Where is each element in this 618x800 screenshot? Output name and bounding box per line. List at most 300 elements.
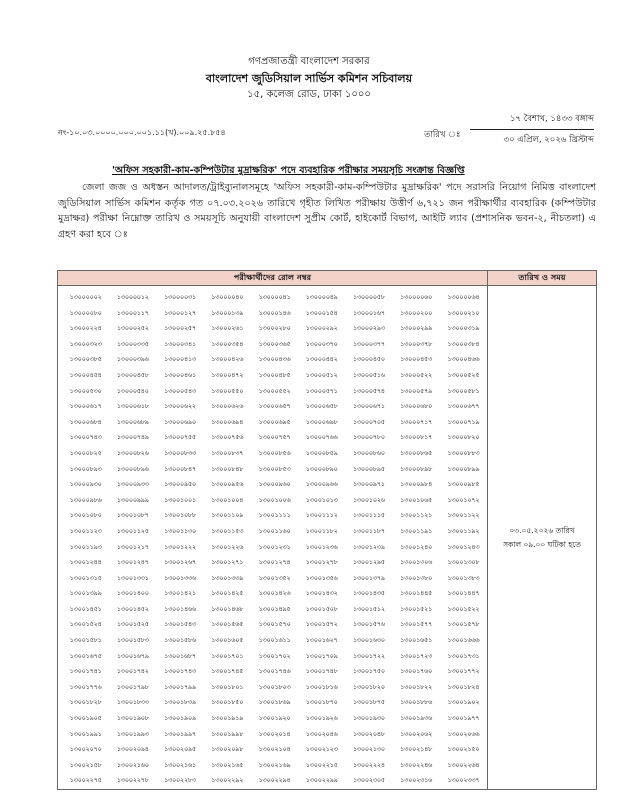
roll-number: ১৩০০১০৮৭ — [116, 512, 149, 520]
roll-number: ১৩০০১৫৭৬ — [352, 621, 385, 629]
roll-number: ১৩০০০৯৬০ — [258, 481, 291, 489]
roll-number: ১৩০০০৬৯০ — [164, 418, 197, 426]
roll-number: ১৩০০০২৯২ — [305, 325, 338, 333]
roll-number: ১৩০০০৬৫৭ — [258, 403, 291, 411]
roll-number: ১৩০০১৮৭৫ — [352, 699, 385, 707]
roll-number: ১৩০০০৪৫০ — [352, 356, 385, 364]
roll-numbers-cell — [58, 286, 488, 790]
roll-number: ১৩০০১২২২ — [164, 543, 197, 551]
roll-number: ১৩০০১৮২৮ — [69, 699, 102, 707]
roll-number: ১৩০০২১৪৮ — [400, 746, 433, 754]
roll-number: ১৩০০১৮২০ — [352, 683, 385, 691]
roll-number: ১৩০০১১২১ — [400, 512, 433, 520]
roll-number: ১৩০০১১৯২ — [447, 527, 480, 535]
schedule-header-row — [58, 271, 597, 286]
roll-number-row — [58, 680, 487, 696]
roll-number: ১৩০০১০৬৫ — [400, 496, 433, 504]
roll-number: ১৩০০১২৩৬ — [305, 543, 338, 551]
roll-number: ১৩০০১১৯৩ — [69, 543, 102, 551]
roll-number: ১৩০০১৯৩৬ — [400, 715, 433, 723]
roll-number: ১৩০০০০৫৮ — [352, 294, 385, 301]
roll-number: ১৩০০১৭৯৮ — [116, 683, 149, 691]
roll-number: ১৩০০০৩১৯ — [447, 325, 480, 333]
roll-number-header: পরীক্ষার্থীদের রোল নম্বর — [58, 271, 488, 286]
roll-number: ১৩০০১৯০৯ — [164, 715, 196, 723]
roll-number: ১৩০০০০৮০ — [69, 309, 102, 317]
roll-number: ১৩০০০৩২৩ — [69, 340, 102, 348]
roll-number-row — [58, 384, 487, 400]
roll-number: ১৩০০১৮৩৩ — [116, 699, 149, 707]
roll-number: ১৩০০১১৮৭ — [352, 527, 385, 535]
roll-number: ১৩০০০৯৭১ — [352, 481, 385, 489]
roll-number: ১৩০০১০০৬ — [258, 496, 291, 504]
roll-number: ১৩০০১৩০৮ — [447, 559, 480, 567]
roll-number: ১৩০০০৮৬৫ — [400, 449, 433, 457]
roll-number-row — [58, 664, 487, 680]
roll-number: ১৩০০১৪৩৫ — [352, 590, 385, 598]
roll-number: ১৩০০১৮২২ — [400, 683, 433, 691]
roll-number: ১৩০০১৭০৯ — [305, 652, 338, 660]
roll-number-row — [58, 758, 487, 774]
date-english: ৩০ এপ্রিল, ২০২৬ খ্রিস্টাব্দ — [503, 135, 594, 145]
organization-address: ১৫, কলেজ রোড, ঢাকা ১০০০ — [247, 89, 371, 100]
roll-number: ১৩০০১১৬০ — [258, 527, 291, 535]
roll-number: ১৩০০০৬২৬ — [211, 403, 244, 411]
roll-number: ১৩০০০০০২ — [69, 294, 102, 301]
roll-number: ১৩০০১৭৪৬ — [258, 668, 291, 676]
roll-number: ১৩০০০১৬৭ — [352, 309, 385, 317]
roll-number: ১৩০০০৮৪৭ — [164, 465, 197, 473]
roll-number: ১৩০০১৫১২ — [352, 605, 385, 613]
roll-number: ১৩০০১৩৫২ — [258, 574, 291, 582]
organization-name: বাংলাদেশ জুডিসিয়াল সার্ভিস কমিশন সচিবালয় — [205, 72, 413, 85]
roll-number: ১৩০০১৯৯৩ — [116, 730, 149, 738]
roll-number: ১৩০০২২৯২ — [211, 777, 244, 785]
date-bengali: ১৭ বৈশাখ, ১৪৩৩ বঙ্গাব্দ — [470, 112, 594, 130]
roll-number: ১৩০০০৫৭১ — [305, 387, 338, 395]
roll-number: ১৩০০১২৯৫ — [352, 559, 385, 567]
roll-number: ১৩০০১৭৪১ — [69, 668, 102, 676]
roll-number: ১৩০০২২২৪ — [352, 761, 385, 769]
roll-number: ১৩০০১৩১৫ — [69, 574, 102, 582]
roll-number: ১৩০০১২৪৩ — [447, 543, 480, 551]
roll-number: ১৩০০০১৩৯ — [211, 309, 244, 317]
roll-number-row — [58, 493, 487, 509]
roll-number: ১৩০০০০৩১ — [164, 294, 197, 301]
roll-number: ১৩০০০৫৩০ — [69, 387, 102, 395]
roll-number: ১৩০০১১৩০ — [164, 527, 197, 535]
roll-number: ১৩০০২৩১৬ — [400, 777, 433, 785]
roll-number: ১৩০০০৮৫৩ — [258, 465, 291, 473]
roll-number: ১৩০০১২৩১ — [258, 543, 291, 551]
roll-number: ১৩০০০৬৭১ — [352, 403, 385, 411]
roll-number: ১৩০০১৪০০ — [116, 590, 149, 598]
roll-number-row — [58, 290, 487, 306]
roll-number: ১৩০০২২১৫ — [305, 761, 338, 769]
roll-number: ১৩০০০২৫৭ — [164, 325, 197, 333]
roll-number: ১৩০০২৩৩৭ — [447, 777, 480, 785]
roll-number: ১৩০০১২৭৮ — [305, 559, 338, 567]
roll-number: ১৩০০০৭৮০ — [352, 434, 385, 442]
roll-number: ১৩০০১১১৫ — [352, 512, 385, 520]
roll-number-row — [58, 586, 487, 602]
roll-number: ১৩০০১৭০২ — [258, 652, 291, 660]
roll-number: ১৩০০০৮৪৮ — [211, 465, 244, 473]
roll-number: ১৩০০১৪২১ — [164, 590, 196, 598]
roll-number: ১৩০০১০৮৮ — [164, 512, 196, 520]
roll-number: ১৩০০১৫২৫ — [116, 621, 149, 629]
roll-number: ১৩০০২২৪৬ — [400, 761, 433, 769]
roll-number-row — [58, 555, 487, 571]
roll-number: ১৩০০০৪৪২ — [305, 356, 338, 364]
roll-number: ১৩০০১৬৭৫ — [69, 652, 102, 660]
roll-number: ১৩০০০৩৯৬ — [116, 356, 149, 364]
roll-number-row — [58, 337, 487, 353]
roll-number: ১৩০০০৭৫৭ — [258, 434, 291, 442]
roll-number: ১৩০০১৮৩৯ — [164, 699, 196, 707]
roll-number-row — [58, 352, 487, 368]
roll-number: ১৩০০২০৬২ — [400, 730, 433, 738]
schedule-cell — [488, 286, 597, 790]
roll-number: ১৩০০০৬৮৯ — [116, 418, 149, 426]
date-time-header: তারিখ ও সময় — [488, 271, 597, 286]
roll-number: ১৩০০১৪৫২ — [116, 605, 149, 613]
roll-number: ১৩০০১২৬৭ — [164, 559, 197, 567]
roll-number: ১৩০০১২৪৪ — [69, 559, 102, 567]
roll-number: ১৩০০১৮৭০ — [305, 699, 338, 707]
government-name: গণপ্রজাতন্ত্রী বাংলাদেশ সরকার — [248, 56, 370, 67]
roll-number: ১৩০০১১৮২ — [305, 527, 338, 535]
roll-number: ১৩০০২২৯৪ — [258, 777, 291, 785]
roll-number: ১৩০০০৯৮৬ — [69, 496, 102, 504]
roll-number-row — [58, 477, 487, 493]
roll-number: ১৩০০১৩৫৬ — [305, 574, 338, 582]
roll-number: ১৩০০০৬২২ — [164, 403, 197, 411]
roll-number-row — [58, 602, 487, 618]
roll-number: ১৩০০১৩৩১ — [116, 574, 149, 582]
roll-number: ১৩০০০৭০৫ — [352, 418, 385, 426]
roll-number: ১৩০০০৪৮৫ — [258, 371, 291, 379]
roll-number: ১৩০০১৫৬৫ — [211, 621, 244, 629]
roll-number-row — [58, 415, 487, 431]
roll-number: ১৩০০১৮০৩ — [258, 683, 291, 691]
roll-number: ১৩০০১৫৪৩ — [164, 621, 196, 629]
roll-number: ১৩০০১৫৮৬ — [164, 637, 196, 645]
roll-number: ১৩০০০৮৫৯ — [305, 449, 338, 457]
roll-number-row — [58, 773, 487, 789]
roll-number: ১৩০০০৫২৫ — [447, 371, 480, 379]
roll-number: ১৩০০০৭৫৫ — [164, 434, 197, 442]
roll-number: ১৩০০০৬৯৮ — [305, 418, 338, 426]
roll-number: ১৩০০০৭৪৩ — [69, 434, 102, 442]
schedule-time: সকাল ০৯.০০ ঘটিকা হতে — [503, 539, 581, 549]
roll-number: ১৩০০১৮৮৬ — [400, 699, 433, 707]
roll-number: ১৩০০২২৬৪ — [447, 761, 480, 769]
roll-number: ১৩০০০২৫২ — [116, 325, 149, 333]
roll-number: ১৩০০১৯০৮ — [116, 715, 149, 723]
roll-number: ১৩০০১৯২০ — [258, 715, 291, 723]
roll-number: ১৩০০১৩৮৩ — [447, 574, 480, 582]
notice-body: জেলা জজ ও অধস্তন আদালত/ট্রাইব্যুনালসমূহে 'অফিস সহকারী-কাম-কম্পিউটার মুদ্রাক্ষরিক' পদে সরাসরি নিয়োগ নিমিত্ত বাংলাদেশ জুডিসিয়াল সার্ভিস কমিশন কর্তৃক গত ০৭.০৩.২০২৬ তারিখে গৃহীত লিখিত পরীক্ষায় উত্তীর্ণ ৬,৭২১ জন পরীক্ষার্থীর ব্যবহারিক (কম্পিউটার মুদ্রাক্ষর) পরীক্ষা নিম্নোক্ত তারিখ ও সময়সূচি অনুযায়ী বাংলাদেশ সুপ্রীম কোর্ট, হাইকোর্ট বিভাগ, আইটি ল্যাব (প্রশাসনিক ভবন-২, নীচতলা) এ গ্রহণ করা হবে ঃ — [58, 182, 596, 241]
roll-number: ১৩০০০৮৫৬ — [258, 449, 291, 457]
roll-number: ১৩০০০৮৯০ — [305, 465, 338, 473]
roll-number: ১৩০০১৭৭২ — [447, 668, 480, 676]
roll-number-row — [58, 571, 487, 587]
roll-number: ১৩০০০৪৫৮ — [116, 371, 149, 379]
roll-number: ১৩০০০৩৪১ — [164, 340, 197, 348]
roll-number: ১৩০০১৫৭২ — [305, 621, 338, 629]
roll-number: ১৩০০০৮২৫ — [69, 449, 102, 457]
roll-number: ১৩০০০৫৭৪ — [352, 387, 385, 395]
roll-number: ১৩০০১১২৩ — [69, 527, 102, 535]
roll-number: ১৩০০১৭২২ — [352, 652, 385, 660]
roll-number-row — [58, 649, 487, 665]
roll-number: ১৩০০০৯৫৬ — [211, 481, 244, 489]
roll-number: ১৩০০১১৯১ — [400, 527, 433, 535]
roll-number-row — [58, 430, 487, 446]
roll-number: ১৩০০০৬৮৪ — [69, 418, 102, 426]
roll-number: ১৩০০০৬১৭ — [69, 403, 102, 411]
roll-number: ১৩০০১৭৪৮ — [305, 668, 338, 676]
roll-number: ১৩০০০৮৮৩ — [447, 449, 480, 457]
roll-number: ১৩০০১৬৭৯ — [116, 652, 149, 660]
roll-number: ১৩০০০২৮০ — [258, 325, 291, 333]
roll-number: ১৩০০০৭৬৬ — [305, 434, 338, 442]
roll-number: ১৩০০২০৬৬ — [447, 730, 480, 738]
roll-number: ১৩০০১১২২ — [447, 512, 480, 520]
roll-number: ১৩০০১২৪৭ — [116, 559, 149, 567]
roll-number: ১৩০০২০৯৪ — [116, 746, 149, 754]
roll-number: ১৩০০১০০১ — [164, 496, 197, 504]
roll-number: ১৩০০১২৭১ — [211, 559, 244, 567]
roll-number: ১৩০০০৩৭৮ — [400, 340, 433, 348]
roll-number: ১৩০০১৫৭০ — [258, 621, 291, 629]
roll-number: ১৩০০১০০৪ — [211, 496, 244, 504]
roll-number: ১৩০০০৮২৬ — [116, 449, 149, 457]
roll-number: ১৩০০২২৮৩ — [164, 777, 197, 785]
roll-number: ১৩০০১৬৮৭ — [164, 652, 197, 660]
roll-number: ১৩০০২১৫৮ — [69, 761, 102, 769]
roll-number: ১৩০০০৭১৭ — [400, 418, 433, 426]
roll-number: ১৩০০১৫২১ — [400, 605, 433, 613]
roll-number: ১৩০০১৫৭৮ — [447, 621, 480, 629]
roll-number: ১৩০০০৮৩৩ — [164, 449, 197, 457]
roll-number: ১৩০০১৮৬৯ — [258, 699, 291, 707]
notice-subject: 'অফিস সহকারী-কাম-কম্পিউটার মুদ্রাক্ষরিক' পদে ব্যবহারিক পরীক্ষার সময়সূচি সংক্রান্ত বিজ্ঞপ্তি — [112, 165, 465, 176]
roll-number: ১৩০০০৩৫৪ — [211, 340, 244, 348]
roll-number: ১৩০০২২৭৮ — [116, 777, 149, 785]
roll-number: ১৩০০১০২৬ — [352, 496, 385, 504]
roll-number: ১৩০০০৯৯৯ — [116, 496, 149, 504]
roll-number: ১৩০০১৫৮১ — [69, 637, 102, 645]
roll-number: ১৩০০০৮৯৬ — [116, 465, 149, 473]
roll-number: ১৩০০১৬০৫ — [211, 637, 244, 645]
roll-number: ১৩০০০৮৬০ — [352, 449, 385, 457]
roll-number: ১৩০০০৫৫০ — [211, 387, 244, 395]
roll-number: ১৩০০১৯৭৭ — [447, 715, 480, 723]
roll-number: ১৩০০১৭২৩ — [400, 652, 433, 660]
roll-number: ১৩০০১৪৫১ — [69, 605, 102, 613]
roll-number: ১৩০০০০১২ — [116, 294, 149, 301]
roll-number-row — [58, 508, 487, 524]
roll-number: ১৩০০১৫৮৩ — [116, 637, 149, 645]
roll-number: ১৩০০২২৭৫ — [69, 777, 102, 785]
roll-number: ১৩০০০৬১৮ — [116, 403, 149, 411]
roll-number: ১৩০০০০৪০ — [211, 294, 244, 301]
roll-number: ১৩০০১০৮০ — [69, 512, 102, 520]
roll-number-row — [58, 321, 487, 337]
roll-number: ১৩০০১৯৩০ — [352, 715, 385, 723]
roll-number: ১৩০০০০৬৪ — [447, 294, 480, 301]
roll-number: ১৩০০০২৬১ — [211, 325, 244, 333]
roll-number: ১৩০০০২৯৩ — [352, 325, 385, 333]
memo-number: নং-১০.০৩.০০০০.০০০.০০১.১১(খ).০০৯.২৫.৮৫৪ — [58, 128, 226, 137]
roll-number: ১৩০০১২১৭ — [116, 543, 149, 551]
roll-number: ১৩০০১৯৯১ — [69, 730, 102, 738]
roll-number: ১৩০০১৫৭৭ — [400, 621, 433, 629]
roll-number-row — [58, 695, 487, 711]
roll-number: ১৩০০১৩৭৯ — [352, 574, 385, 582]
roll-number: ১৩০০১১১২ — [305, 512, 338, 520]
roll-number: ১৩০০১৭৩১ — [447, 652, 480, 660]
roll-number: ১৩০০০১২৭ — [164, 309, 197, 317]
roll-number: ১৩০০১৬১১ — [258, 637, 291, 645]
roll-number: ১৩০০২১৬৫ — [211, 761, 244, 769]
roll-number: ১৩০০১৬৬৬ — [447, 637, 480, 645]
roll-number: ১৩০০০৯৮৫ — [447, 481, 480, 489]
roll-number: ১৩০০১৭৪৩ — [164, 668, 197, 676]
roll-number-row — [58, 727, 487, 743]
roll-number: ১৩০০০৮৯৩ — [69, 465, 102, 473]
roll-number: ১৩০০০৩৮৫ — [69, 356, 102, 364]
roll-number: ১৩০০০৭৪৯ — [116, 434, 149, 442]
roll-number: ১৩০০০০৪১ — [258, 294, 291, 301]
roll-number: ১৩০০১০৭২ — [447, 496, 480, 504]
roll-number: ১৩০০০৮৯৯ — [447, 465, 480, 473]
date-label: তারিখ ঃ — [424, 130, 461, 140]
roll-number: ১৩০০১৭৭৬ — [69, 683, 102, 691]
roll-number: ১৩০০১৩৩৬ — [164, 574, 197, 582]
roll-number: ১৩০০০৪৬৬ — [447, 356, 480, 364]
roll-number: ১৩০০১৩০৬ — [400, 559, 433, 567]
roll-number: ১৩০০১০১৩ — [305, 496, 338, 504]
roll-number: ১৩০০১৪২৫ — [211, 590, 244, 598]
roll-number: ১৩০০০৫৪০ — [116, 387, 149, 395]
roll-number: ১৩০০১৪৪৭ — [447, 590, 480, 598]
roll-number: ১৩০০১৭৪৫ — [211, 668, 244, 676]
roll-number: ১৩০০১৭৪২ — [116, 668, 149, 676]
roll-number: ১৩০০০৪২৬ — [211, 356, 244, 364]
roll-number: ১৩০০১২৪০ — [400, 543, 433, 551]
roll-number: ১৩০০২০৯৮ — [211, 746, 244, 754]
roll-number: ১৩০০০৮২০ — [447, 434, 480, 442]
roll-number: ১৩০০২২৯৯ — [305, 777, 338, 785]
roll-number: ১৩০০০১৪৬ — [258, 309, 291, 317]
roll-number: ১৩০০০৭৫৬ — [211, 434, 244, 442]
roll-number: ১৩০০১৭৯৯ — [164, 683, 196, 691]
roll-number: ১৩০০২১৩০ — [352, 746, 385, 754]
roll-number: ১৩০০০৯৩৩ — [116, 481, 149, 489]
roll-number: ১৩০০২০১৪ — [258, 730, 291, 738]
roll-number: ১৩০০০০৬০ — [400, 294, 433, 301]
roll-number: ১৩০০২১৫০ — [447, 746, 480, 754]
roll-number: ১৩০০০৬৯৪ — [211, 418, 244, 426]
roll-number: ১৩০০০২০০ — [400, 309, 433, 317]
roll-number: ১৩০০১৬২৭ — [305, 637, 338, 645]
roll-number: ১৩০০১৭৫০ — [352, 668, 385, 676]
roll-number: ১৩০০২৩০৫ — [352, 777, 385, 785]
roll-number: ১৩০০০৫৫২ — [258, 387, 291, 395]
roll-number: ১৩০০০৯৫০ — [164, 481, 197, 489]
roll-number: ১৩০০১৩৯৯ — [69, 590, 102, 598]
roll-number: ১৩০০১৭৬০ — [400, 668, 433, 676]
roll-number: ১৩০০১১০৯ — [211, 512, 244, 520]
roll-number: ১৩০০০৩৮৪ — [447, 340, 480, 348]
roll-number: ১৩০০০৫৪৩ — [164, 387, 197, 395]
roll-number: ১৩০০০৩৭০ — [305, 340, 338, 348]
roll-number: ১৩০০১৪৪৫ — [400, 590, 433, 598]
roll-number: ১৩০০০১১৭ — [116, 309, 149, 317]
roll-number: ১৩০০১১২৫ — [116, 527, 149, 535]
schedule-date: ০৩.০৫.২০২৬ তারিখ — [509, 525, 575, 535]
roll-number: ১৩০০২১৬১ — [164, 761, 197, 769]
roll-number: ১৩০০১৪৯৫ — [258, 605, 291, 613]
roll-number-row — [58, 633, 487, 649]
roll-number: ১৩০০১১৫৩ — [211, 527, 244, 535]
roll-number: ১৩০০০৯৬৬ — [305, 481, 338, 489]
roll-number: ১৩০০০৪৩৬ — [258, 356, 291, 364]
roll-number: ১৩০০১১১১ — [258, 512, 291, 520]
roll-number-row — [58, 462, 487, 478]
roll-number: ১৩০০১৭০১ — [211, 652, 244, 660]
roll-number: ১৩০০০২৯৯ — [400, 325, 433, 333]
roll-number: ১৩০০২১৬৯ — [258, 761, 291, 769]
roll-number: ১৩০০০৮৯৮ — [400, 465, 433, 473]
roll-number-row — [58, 306, 487, 322]
roll-number: ১৩০০২১৬০ — [116, 761, 149, 769]
roll-number: ১৩০০১৪৩২ — [305, 590, 338, 598]
roll-number: ১৩০০২১২৩ — [305, 746, 338, 754]
roll-number: ১৩০০০৬৯৫ — [258, 418, 291, 426]
roll-number: ১৩০০০৪৬১ — [164, 371, 197, 379]
roll-number: ১৩০০১৪৬৮ — [211, 605, 244, 613]
roll-number-row — [58, 540, 487, 556]
roll-number: ১৩০০১৫২৪ — [69, 621, 102, 629]
roll-number: ১৩০০১৫২২ — [447, 605, 480, 613]
roll-number: ১৩০০১৬৫১ — [400, 637, 433, 645]
roll-number-row — [58, 617, 487, 633]
roll-number: ১৩০০১৯১৯ — [211, 715, 244, 723]
roll-number: ১৩০০১৩৮০ — [400, 574, 433, 582]
roll-number-row — [58, 368, 487, 384]
roll-number: ১৩০০১২৩৯ — [352, 543, 385, 551]
roll-number: ১৩০০০৫১২ — [305, 371, 338, 379]
roll-number: ১৩০০০৪৭২ — [211, 371, 244, 379]
roll-number: ১৩০০১৪৬৬ — [164, 605, 197, 613]
roll-number: ১৩০০০৪১৩ — [164, 356, 197, 364]
roll-number: ১৩০০২০৪৬ — [305, 730, 338, 738]
roll-number: ১৩০০১৯২৬ — [305, 715, 338, 723]
roll-number-row — [58, 742, 487, 758]
roll-number: ১৩০০০৫২২ — [400, 371, 433, 379]
roll-number: ১৩০০১৫০৮ — [305, 605, 338, 613]
roll-number: ১৩০০২১০৪ — [258, 746, 291, 754]
roll-number: ১৩০০০৪৫৪ — [69, 371, 102, 379]
roll-number: ১৩০০০৬৭৭ — [447, 403, 480, 411]
roll-number: ১৩০০১৯০৫ — [69, 715, 102, 723]
roll-number-row — [58, 524, 487, 540]
roll-number: ১৩০০০৭১৯ — [447, 418, 480, 426]
